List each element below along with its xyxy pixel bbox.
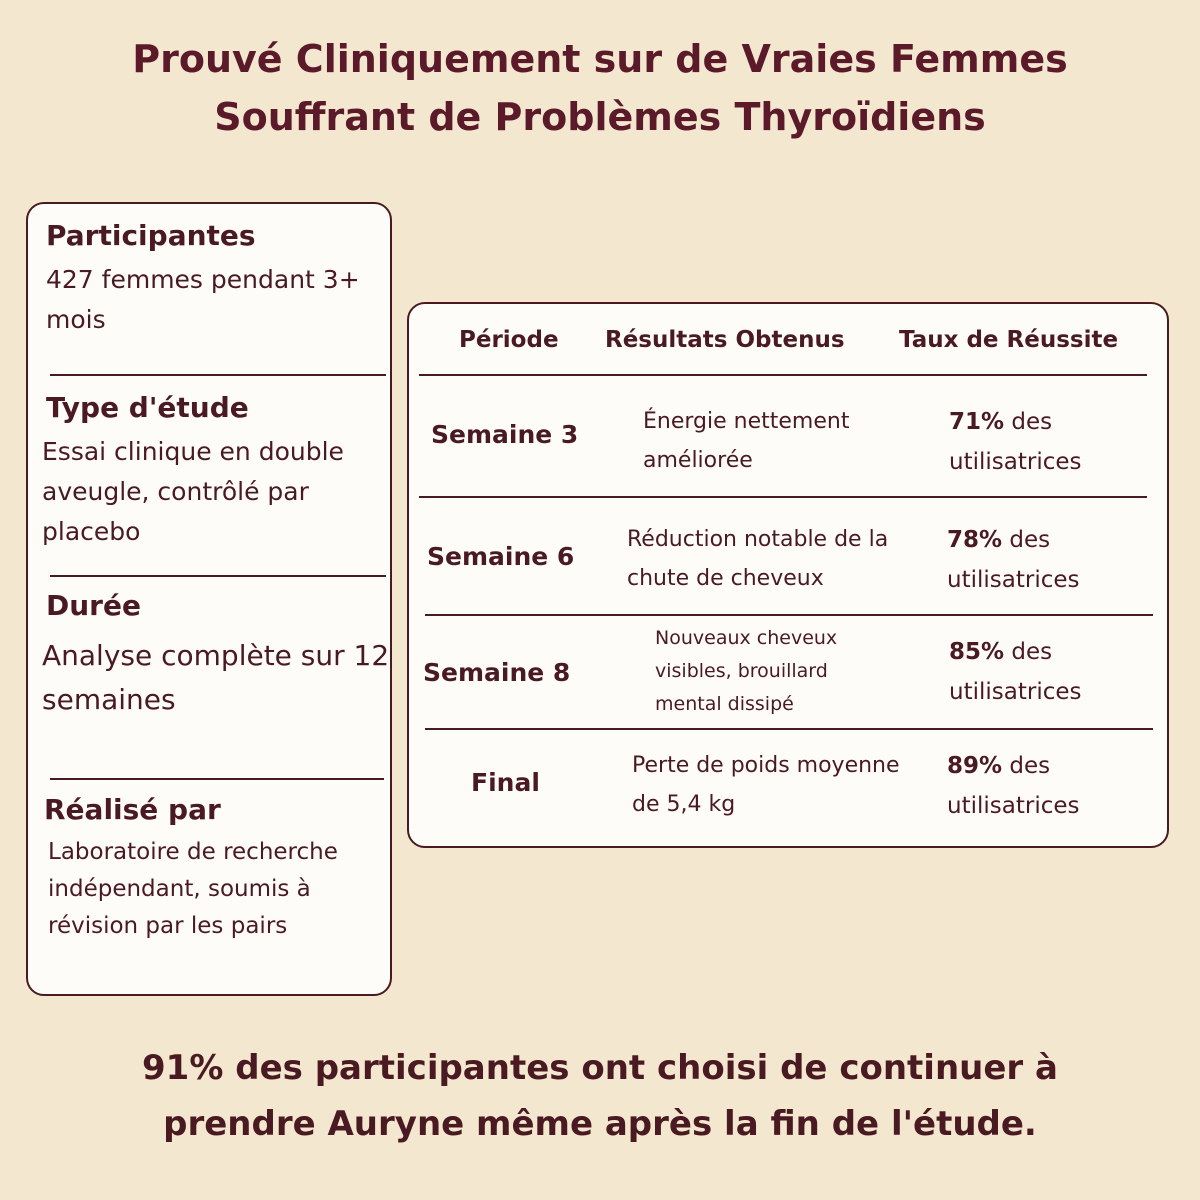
rate-suffix: des utilisatrices bbox=[949, 639, 1082, 705]
table-row bbox=[409, 730, 1167, 840]
row-result: Nouveaux cheveux visibles, brouillard mental dissipé bbox=[655, 627, 838, 715]
headline bbox=[0, 30, 1200, 146]
rate-percentage: 78% bbox=[947, 527, 1003, 553]
row-result: Énergie nettement améliorée bbox=[643, 409, 850, 473]
row-rate bbox=[949, 632, 1159, 712]
row-period: Semaine 8 bbox=[423, 658, 571, 687]
rate-suffix: des utilisatrices bbox=[947, 527, 1080, 593]
conducted-by-text: Laboratoire de recherche indépendant, soumis à révision par les pairs bbox=[48, 839, 338, 939]
row-period: Semaine 6 bbox=[427, 542, 575, 571]
divider bbox=[50, 374, 386, 376]
divider bbox=[50, 778, 384, 780]
rate-percentage: 85% bbox=[949, 639, 1005, 665]
row-period: Final bbox=[471, 768, 540, 797]
rate-percentage: 89% bbox=[947, 753, 1003, 779]
table-row bbox=[409, 498, 1167, 615]
participants-section bbox=[46, 216, 384, 340]
duration-section bbox=[42, 586, 390, 722]
divider bbox=[50, 575, 386, 577]
results-table-card bbox=[407, 302, 1169, 848]
duration-title: Durée bbox=[46, 589, 141, 622]
footer-statement bbox=[0, 1040, 1200, 1152]
footer-line-2: prendre Auryne même après la fin de l'étude. bbox=[163, 1104, 1037, 1144]
table-row bbox=[409, 376, 1167, 496]
headline-line-2: Souffrant de Problèmes Thyroïdiens bbox=[214, 95, 986, 139]
row-period: Semaine 3 bbox=[431, 420, 579, 449]
header-success-rate: Taux de Réussite bbox=[899, 327, 1119, 353]
participants-text: 427 femmes pendant 3+ mois bbox=[46, 265, 360, 334]
header-results: Résultats Obtenus bbox=[605, 327, 845, 353]
row-rate bbox=[947, 746, 1157, 826]
participants-title: Participantes bbox=[46, 219, 256, 252]
headline-line-1: Prouvé Cliniquement sur de Vraies Femmes bbox=[132, 37, 1068, 81]
study-type-text: Essai clinique en double aveugle, contrôlé par placebo bbox=[42, 437, 344, 546]
duration-text: Analyse complète sur 12 semaines bbox=[42, 639, 390, 716]
rate-percentage: 71% bbox=[949, 409, 1005, 435]
conducted-by-section bbox=[44, 790, 384, 945]
row-result: Perte de poids moyenne de 5,4 kg bbox=[632, 753, 900, 817]
rate-suffix: des utilisatrices bbox=[949, 409, 1082, 475]
study-type-section bbox=[42, 388, 384, 552]
header-period: Période bbox=[459, 327, 559, 353]
rate-suffix: des utilisatrices bbox=[947, 753, 1080, 819]
conducted-by-title: Réalisé par bbox=[44, 793, 221, 826]
study-type-title: Type d'étude bbox=[46, 391, 249, 424]
row-rate bbox=[947, 520, 1157, 600]
study-info-card bbox=[26, 202, 392, 996]
table-row bbox=[409, 616, 1167, 728]
row-result: Réduction notable de la chute de cheveux bbox=[627, 527, 889, 591]
footer-line-1: 91% des participantes ont choisi de continuer à bbox=[142, 1048, 1058, 1088]
row-rate bbox=[949, 402, 1159, 482]
